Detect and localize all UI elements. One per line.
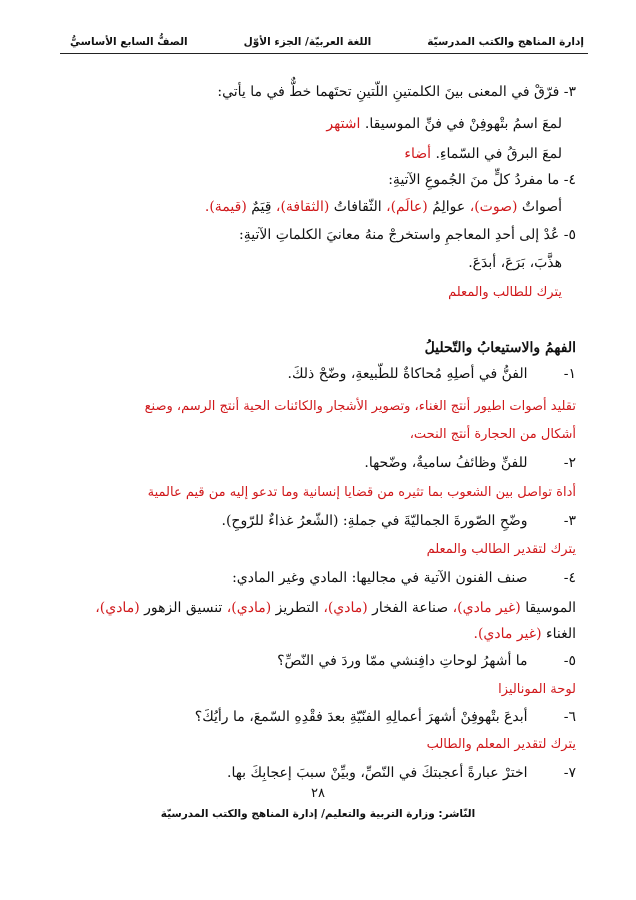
c1-answer-line-2: أشكال من الحجارة أنتج النحت، bbox=[409, 427, 576, 442]
c4-item-1: الموسيقا bbox=[525, 600, 576, 616]
q3-title: ٣- فرّقْ في المعنى بينَ الكلمتينِ اللّتينِ تحتَهما خطٌّ في ما يأتي: bbox=[217, 84, 576, 100]
q4-word-1: أصواتٌ bbox=[521, 199, 562, 215]
q4-word-3: الثّقافاتُ bbox=[333, 199, 382, 215]
q4-answer-4: (قيمة). bbox=[204, 199, 247, 215]
c4-items-line-2 bbox=[60, 624, 576, 644]
header-publisher: إدارة المناهج والكتب المدرسيّة bbox=[427, 36, 584, 48]
q4-word-4: قِيَمٌ bbox=[251, 199, 272, 215]
c2-question bbox=[60, 453, 576, 473]
q3-item-b bbox=[60, 144, 562, 164]
c1-question bbox=[60, 364, 576, 384]
c6-number: ٦- bbox=[563, 709, 576, 725]
c4-item-4: تنسيق الزهور bbox=[144, 600, 223, 616]
section-title: الفهمُ والاستيعابُ والتّحليلُ bbox=[424, 340, 576, 356]
c4-number: ٤- bbox=[563, 570, 576, 586]
c5-text: ما أشهرُ لوحاتِ دافِنشي ممّا وردَ في النّصِّ؟ bbox=[277, 653, 528, 669]
c1-number: ١- bbox=[563, 366, 576, 382]
q4-word-2: عوالِمُ bbox=[432, 199, 466, 215]
c3-text: وضّحِ الصّورةَ الجماليّةَ في جملةِ: (الشّعرُ غذاءٌ للرّوحِ). bbox=[221, 513, 528, 529]
q5-answer: يترك للطالب والمعلم bbox=[448, 285, 562, 300]
q4-answer-1: (صوت)، bbox=[469, 199, 518, 215]
c5-question bbox=[60, 651, 576, 671]
page-number: ٢٨ bbox=[311, 786, 325, 801]
c2-number: ٢- bbox=[563, 455, 576, 471]
c6-answer: يترك لتقدير المعلم والطالب bbox=[426, 737, 576, 752]
q3-a-text: لمعَ اسمُ بتْهوفِنْ في فنِّ الموسيقا. bbox=[364, 116, 562, 132]
c6-text: أبدعَ بتْهوفِنْ أشهرَ أعمالِهِ الفنّيّةِ بعدَ فقْدِهِ السّمعَ، ما رأيُكَ؟ bbox=[194, 709, 528, 725]
c4-type-1: (غير مادي)، bbox=[452, 600, 521, 616]
c3-number: ٣- bbox=[563, 513, 576, 529]
q4-answer-2: (عالَم)، bbox=[386, 199, 428, 215]
c4-item-5: الغناء bbox=[546, 626, 576, 642]
c3-answer: يترك لتقدير الطالب والمعلم bbox=[426, 542, 576, 557]
q3-item-a bbox=[60, 114, 562, 134]
c4-type-5: (غير مادي). bbox=[473, 626, 542, 642]
c4-type-4: (مادي)، bbox=[95, 600, 140, 616]
c7-question bbox=[60, 763, 576, 783]
header-grade: الصفُّ السابع الأساسيُّ bbox=[70, 36, 188, 48]
c4-question bbox=[60, 568, 576, 588]
q3-b-answer: أضاء bbox=[404, 146, 432, 162]
c5-answer: لوحة الموناليزا bbox=[498, 682, 576, 697]
c4-items-line-1 bbox=[60, 598, 576, 618]
q4-answer-3: (الثقافة)، bbox=[275, 199, 330, 215]
c3-question bbox=[60, 511, 576, 531]
c2-text: للفنِّ وظائفُ ساميةٌ، وضّحها. bbox=[364, 455, 528, 471]
c4-item-3: التطريز bbox=[275, 600, 319, 616]
page-header bbox=[70, 36, 584, 48]
q4-answers bbox=[60, 197, 562, 217]
c2-answer: أداة تواصل بين الشعوب بما تثيره من قضايا إنسانية وما تدعو إليه من قيم عالمية bbox=[147, 485, 576, 500]
c4-item-2: صناعة الفخار bbox=[372, 600, 449, 616]
c4-type-2: (مادي)، bbox=[323, 600, 368, 616]
c6-question bbox=[60, 707, 576, 727]
c4-type-3: (مادي)، bbox=[226, 600, 272, 616]
q4-title: ٤- ما مفردُ كلٍّ منَ الجُموعِ الآتيةِ: bbox=[388, 172, 576, 188]
q3-b-text: لمعَ البرقُ في السّماءِ. bbox=[435, 146, 562, 162]
header-subject: اللغة العربيّة/ الجزء الأوّل bbox=[243, 36, 372, 48]
c7-number: ٧- bbox=[563, 765, 576, 781]
page-footer: النّاشر: وزارة التربية والتعليم/ إدارة المناهج والكتب المدرسيّة bbox=[160, 808, 476, 820]
q3-a-answer: اشتهر bbox=[326, 116, 361, 132]
q5-title: ٥- عُدْ إلى أحدِ المعاجمِ واستخرجْ منهُ معانيَ الكلماتِ الآتيةِ: bbox=[239, 227, 576, 243]
q5-words: هذَّبَ، بَرَعَ، أبدَعَ. bbox=[468, 255, 562, 271]
c7-text: اخترْ عبارةً أعجبتكَ في النّصِّ، وبيِّنْ سببَ إعجابِكَ بها. bbox=[227, 765, 528, 781]
c1-text: الفنُّ في أصلِهِ مُحاكاةٌ للطّبيعةِ، وضّحْ ذلكَ. bbox=[287, 366, 528, 382]
c5-number: ٥- bbox=[563, 653, 576, 669]
c4-text: صنف الفنون الآتية في مجاليها: المادي وغير المادي: bbox=[232, 570, 528, 586]
header-divider bbox=[60, 53, 588, 54]
c1-answer-line-1: تقليد أصوات اطيور أنتج الغناء، وتصوير الأشجار والكائنات الحية أنتج الرسم، وصنع bbox=[144, 399, 576, 414]
